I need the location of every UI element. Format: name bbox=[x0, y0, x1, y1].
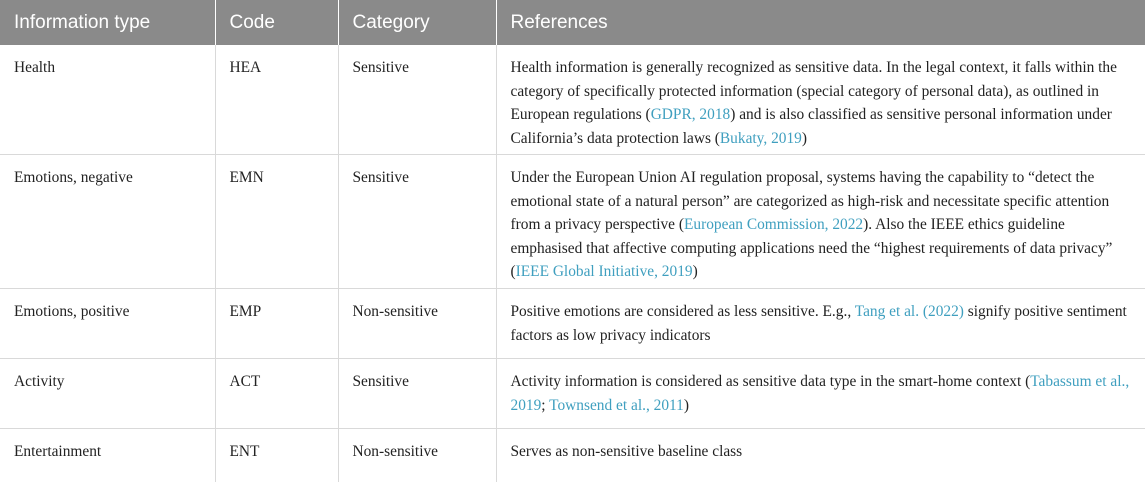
citation-link[interactable]: Tabassum et al., 2019 bbox=[511, 373, 1130, 414]
citation-link[interactable]: Bukaty, 2019 bbox=[720, 130, 802, 147]
table-row bbox=[0, 289, 1145, 359]
table-row bbox=[0, 45, 1145, 155]
reference-text: ; bbox=[541, 397, 549, 414]
citation-link[interactable]: IEEE Global Initiative, 2019 bbox=[516, 263, 693, 280]
cell-code: EMN bbox=[215, 155, 338, 289]
table-header-row bbox=[0, 0, 1145, 45]
header-category: Category bbox=[338, 0, 496, 45]
cell-references bbox=[496, 155, 1145, 289]
reference-text: Health information is generally recognized as sensitive data. In the legal context, it falls within the category of specifically protected information (special category of personal data), as outlined in European regulations ( bbox=[511, 59, 1117, 123]
citation-link[interactable]: Townsend et al., 2011 bbox=[549, 397, 684, 414]
cell-category: Sensitive bbox=[338, 155, 496, 289]
citation-link[interactable]: GDPR, 2018 bbox=[651, 106, 731, 123]
reference-text: Positive emotions are considered as less sensitive. E.g., bbox=[511, 303, 855, 320]
reference-text: ) bbox=[802, 130, 807, 147]
cell-information-type: Activity bbox=[0, 359, 215, 429]
reference-text: ). Also the IEEE ethics guideline emphasised that affective computing applications need the “highest requirements of data privacy” ( bbox=[511, 216, 1113, 280]
cell-category: Sensitive bbox=[338, 359, 496, 429]
header-references: References bbox=[496, 0, 1145, 45]
cell-references bbox=[496, 359, 1145, 429]
cell-code: HEA bbox=[215, 45, 338, 155]
reference-text: Serves as non-sensitive baseline class bbox=[511, 443, 743, 460]
table-row bbox=[0, 155, 1145, 289]
table-row bbox=[0, 359, 1145, 429]
cell-information-type: Health bbox=[0, 45, 215, 155]
cell-information-type: Emotions, positive bbox=[0, 289, 215, 359]
cell-references bbox=[496, 429, 1145, 482]
reference-text: ) bbox=[693, 263, 698, 280]
cell-references bbox=[496, 45, 1145, 155]
cell-references bbox=[496, 289, 1145, 359]
header-information-type: Information type bbox=[0, 0, 215, 45]
cell-category: Sensitive bbox=[338, 45, 496, 155]
cell-code: ACT bbox=[215, 359, 338, 429]
reference-text: ) and is also classified as sensitive personal information under California’s data protection laws ( bbox=[511, 106, 1112, 147]
reference-text: Activity information is considered as sensitive data type in the smart-home context ( bbox=[511, 373, 1031, 390]
cell-code: EMP bbox=[215, 289, 338, 359]
cell-information-type: Entertainment bbox=[0, 429, 215, 482]
reference-text: Under the European Union AI regulation proposal, systems having the capability to “detect the emotional state of a natural person” are categorized as high-risk and necessitate specific attention from a privacy perspective ( bbox=[511, 169, 1110, 233]
header-code: Code bbox=[215, 0, 338, 45]
reference-text: ) bbox=[684, 397, 689, 414]
reference-text: signify positive sentiment factors as low privacy indicators bbox=[511, 303, 1127, 344]
citation-link[interactable]: European Commission, 2022 bbox=[684, 216, 863, 233]
cell-code: ENT bbox=[215, 429, 338, 482]
cell-information-type: Emotions, negative bbox=[0, 155, 215, 289]
cell-category: Non-sensitive bbox=[338, 429, 496, 482]
cell-category: Non-sensitive bbox=[338, 289, 496, 359]
table-row bbox=[0, 429, 1145, 482]
citation-link[interactable]: Tang et al. (2022) bbox=[855, 303, 964, 320]
